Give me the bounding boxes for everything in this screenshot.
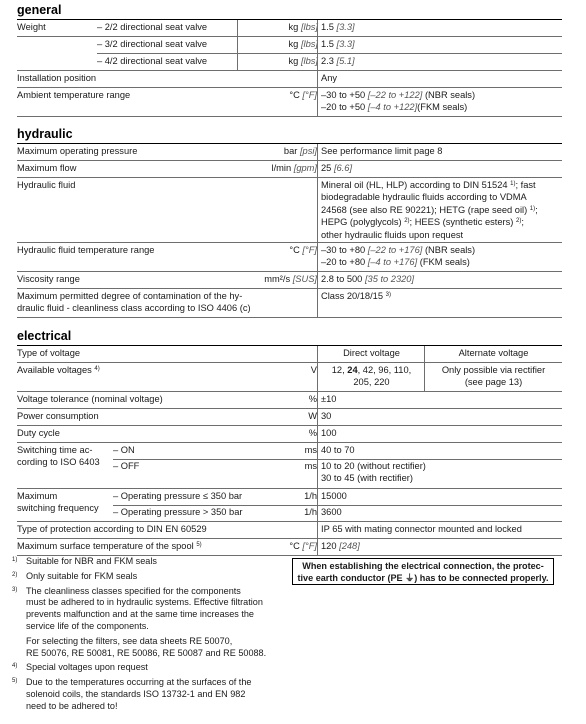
switching-on-unit: ms [304, 445, 317, 455]
available-voltages-dc: 12, 24, 42, 96, 110, 205, 220 [317, 363, 425, 391]
install-label: Installation position [17, 73, 97, 83]
flow-value: 25 [6.6] [317, 161, 562, 177]
viscosity-unit: mm²/s [SUS] [264, 274, 317, 284]
surface-temp-value: 120 [248] [317, 539, 562, 555]
switching-off-row [113, 459, 562, 488]
weight-value: 1.5 [3.3] [317, 20, 562, 36]
pressure-row [17, 144, 562, 161]
switching-frequency-block [17, 489, 562, 522]
install-value: Any [317, 71, 562, 87]
available-voltages-unit: V [310, 365, 317, 375]
footnote-5: 5) Due to the temperatures occurring at the surfaces of the solenoid coils, the standards ISO 13732-1 and EN 982 need to be adhered to! [12, 677, 252, 711]
switching-off-value: 10 to 20 (without rectifier) 30 to 45 (with rectifier) [317, 459, 562, 488]
frequency-low-unit: 1/h [304, 491, 317, 501]
surface-temp-unit: °C [°F] [289, 541, 317, 551]
fluid-value: Mineral oil (HL, HLP) according to DIN 51524 $^{1)}$; fast biodegradable hydraulic fluids according to VDMA 24568 (see also RE 90221); HETG (rape seed oil) $^{1)}$; HEPG (polyglycols) $^{2)}$; HEES (synthetic esters) $^{2)}$; other hydraulic fluids upon request [317, 178, 562, 242]
electrical-section [17, 329, 562, 556]
available-voltages-label: Available voltages $^{4)}$ [17, 365, 100, 375]
alternate-voltage-header: Alternate voltage [424, 346, 562, 362]
contamination-label: Maximum permitted degree of contamination of the hy- draulic fluid - cleanliness class according to ISO 4406 (c) [17, 291, 251, 314]
duty-row [17, 426, 562, 443]
flow-label: Maximum flow [17, 163, 77, 173]
fluid-row [17, 178, 562, 243]
switching-off-unit: ms [304, 461, 317, 471]
footnote-4: 4) Special voltages upon request [12, 662, 148, 673]
viscosity-row [17, 272, 562, 289]
weight-row [17, 54, 562, 71]
footnotes [12, 556, 284, 714]
weight-row [97, 37, 562, 54]
contamination-row [17, 289, 562, 318]
switching-on-value: 40 to 70 [317, 443, 562, 459]
frequency-row-high [113, 505, 562, 521]
weight-row [17, 20, 562, 37]
protection-row [17, 522, 562, 539]
footnote-1: 1) Suitable for NBR and FKM seals [12, 556, 157, 566]
frequency-high-value: 3600 [317, 505, 562, 521]
general-section [17, 3, 562, 117]
footnote-3: 3) The cleanliness classes specified for the components must be adhered to in hydraulic systems. Effective filtration prevents malfunction and at the same time increases the service life of the components. For selecting the filters, see data sheets RE 50070, RE 50076, RE 50081, RE 50086, RE 50087 and RE 50088. [12, 585, 267, 658]
switching-on-label: – ON [113, 445, 135, 455]
viscosity-label: Viscosity range [17, 274, 80, 284]
footnote-2: 2) Only suitable for FKM seals [12, 570, 138, 581]
frequency-low-value: 15000 [317, 489, 562, 505]
viscosity-value: 2.8 to 500 [35 to 2320] [317, 272, 562, 288]
tolerance-row [17, 392, 562, 409]
switching-off-label: – OFF [113, 461, 140, 471]
ftemp-unit: °C [°F] [289, 245, 317, 255]
ambient-value: –30 to +50 [–22 to +122] (NBR seals) –20 to +50 [–4 to +122](FKM seals) [317, 88, 562, 116]
power-row [17, 409, 562, 426]
weight-value: 1.5 [3.3] [317, 37, 562, 53]
power-value: 30 [317, 409, 562, 425]
surface-temp-label: Maximum surface temperature of the spool $^{5)}$ [17, 541, 202, 551]
fluid-label: Hydraulic fluid [17, 180, 76, 190]
frequency-row-low [113, 489, 562, 506]
frequency-high-unit: 1/h [304, 507, 317, 517]
tolerance-value: ±10 [317, 392, 562, 408]
duty-value: 100 [317, 426, 562, 442]
pressure-label: Maximum operating pressure [17, 146, 138, 156]
power-unit: W [308, 411, 317, 421]
general-title: general [17, 3, 562, 20]
direct-voltage-header: Direct voltage [317, 346, 425, 362]
ambient-unit: °C [°F] [289, 90, 317, 100]
earth-ground-icon: ⏚ [405, 573, 415, 584]
weight-unit: kg [lbs] [237, 54, 321, 70]
flow-row [17, 161, 562, 178]
weight-name: – 2/2 directional seat valve [97, 22, 208, 32]
ftemp-row [17, 243, 562, 272]
switching-time-block [17, 443, 562, 489]
pressure-unit: bar [psi] [283, 146, 317, 156]
pressure-value: See performance limit page 8 [317, 144, 562, 160]
weight-unit: kg [lbs] [237, 37, 321, 53]
duty-unit: % [308, 428, 317, 438]
frequency-high-label: – Operating pressure > 350 bar [113, 507, 243, 517]
surface-temp-row [17, 539, 562, 556]
tolerance-label: Voltage tolerance (nominal voltage) [17, 394, 163, 404]
available-voltages-ac: Only possible via rectifier (see page 13) [424, 363, 562, 391]
duty-label: Duty cycle [17, 428, 60, 438]
earth-conductor-warning: When establishing the electrical connection, the protec- tive earth conductor (PE ⏚) has to be connected properly. [292, 558, 554, 585]
power-label: Power consumption [17, 411, 99, 421]
weight-value: 2.3 [5.1] [317, 54, 562, 70]
voltage-type-row [17, 346, 562, 363]
voltage-type-label: Type of voltage [17, 348, 81, 358]
electrical-title: electrical [17, 329, 562, 346]
switching-frequency-label: Maximum switching frequency [17, 491, 99, 514]
install-row [17, 71, 562, 88]
hydraulic-section [17, 127, 562, 318]
protection-value: IP 65 with mating connector mounted and locked [317, 522, 562, 538]
protection-label: Type of protection according to DIN EN 60529 [17, 524, 207, 534]
flow-unit: l/min [gpm] [271, 163, 317, 173]
frequency-low-label: – Operating pressure ≤ 350 bar [113, 491, 243, 501]
tolerance-unit: % [308, 394, 317, 404]
contamination-value: Class 20/18/15 $^{3)}$ [317, 289, 562, 317]
weight-name: – 3/2 directional seat valve [97, 39, 208, 49]
ftemp-label: Hydraulic fluid temperature range [17, 245, 155, 255]
weight-unit: kg [lbs] [237, 20, 321, 36]
ftemp-value: –30 to +80 [–22 to +176] (NBR seals) –20 to +80 [–4 to +176] (FKM seals) [317, 243, 562, 271]
ambient-row [17, 88, 562, 117]
weight-label: Weight [17, 22, 46, 32]
available-voltages-row [17, 363, 562, 392]
switching-time-label: Switching time ac- cording to ISO 6403 [17, 445, 100, 468]
switching-on-row [113, 443, 562, 460]
weight-name: – 4/2 directional seat valve [97, 56, 208, 66]
ambient-label: Ambient temperature range [17, 90, 131, 100]
hydraulic-title: hydraulic [17, 127, 562, 144]
